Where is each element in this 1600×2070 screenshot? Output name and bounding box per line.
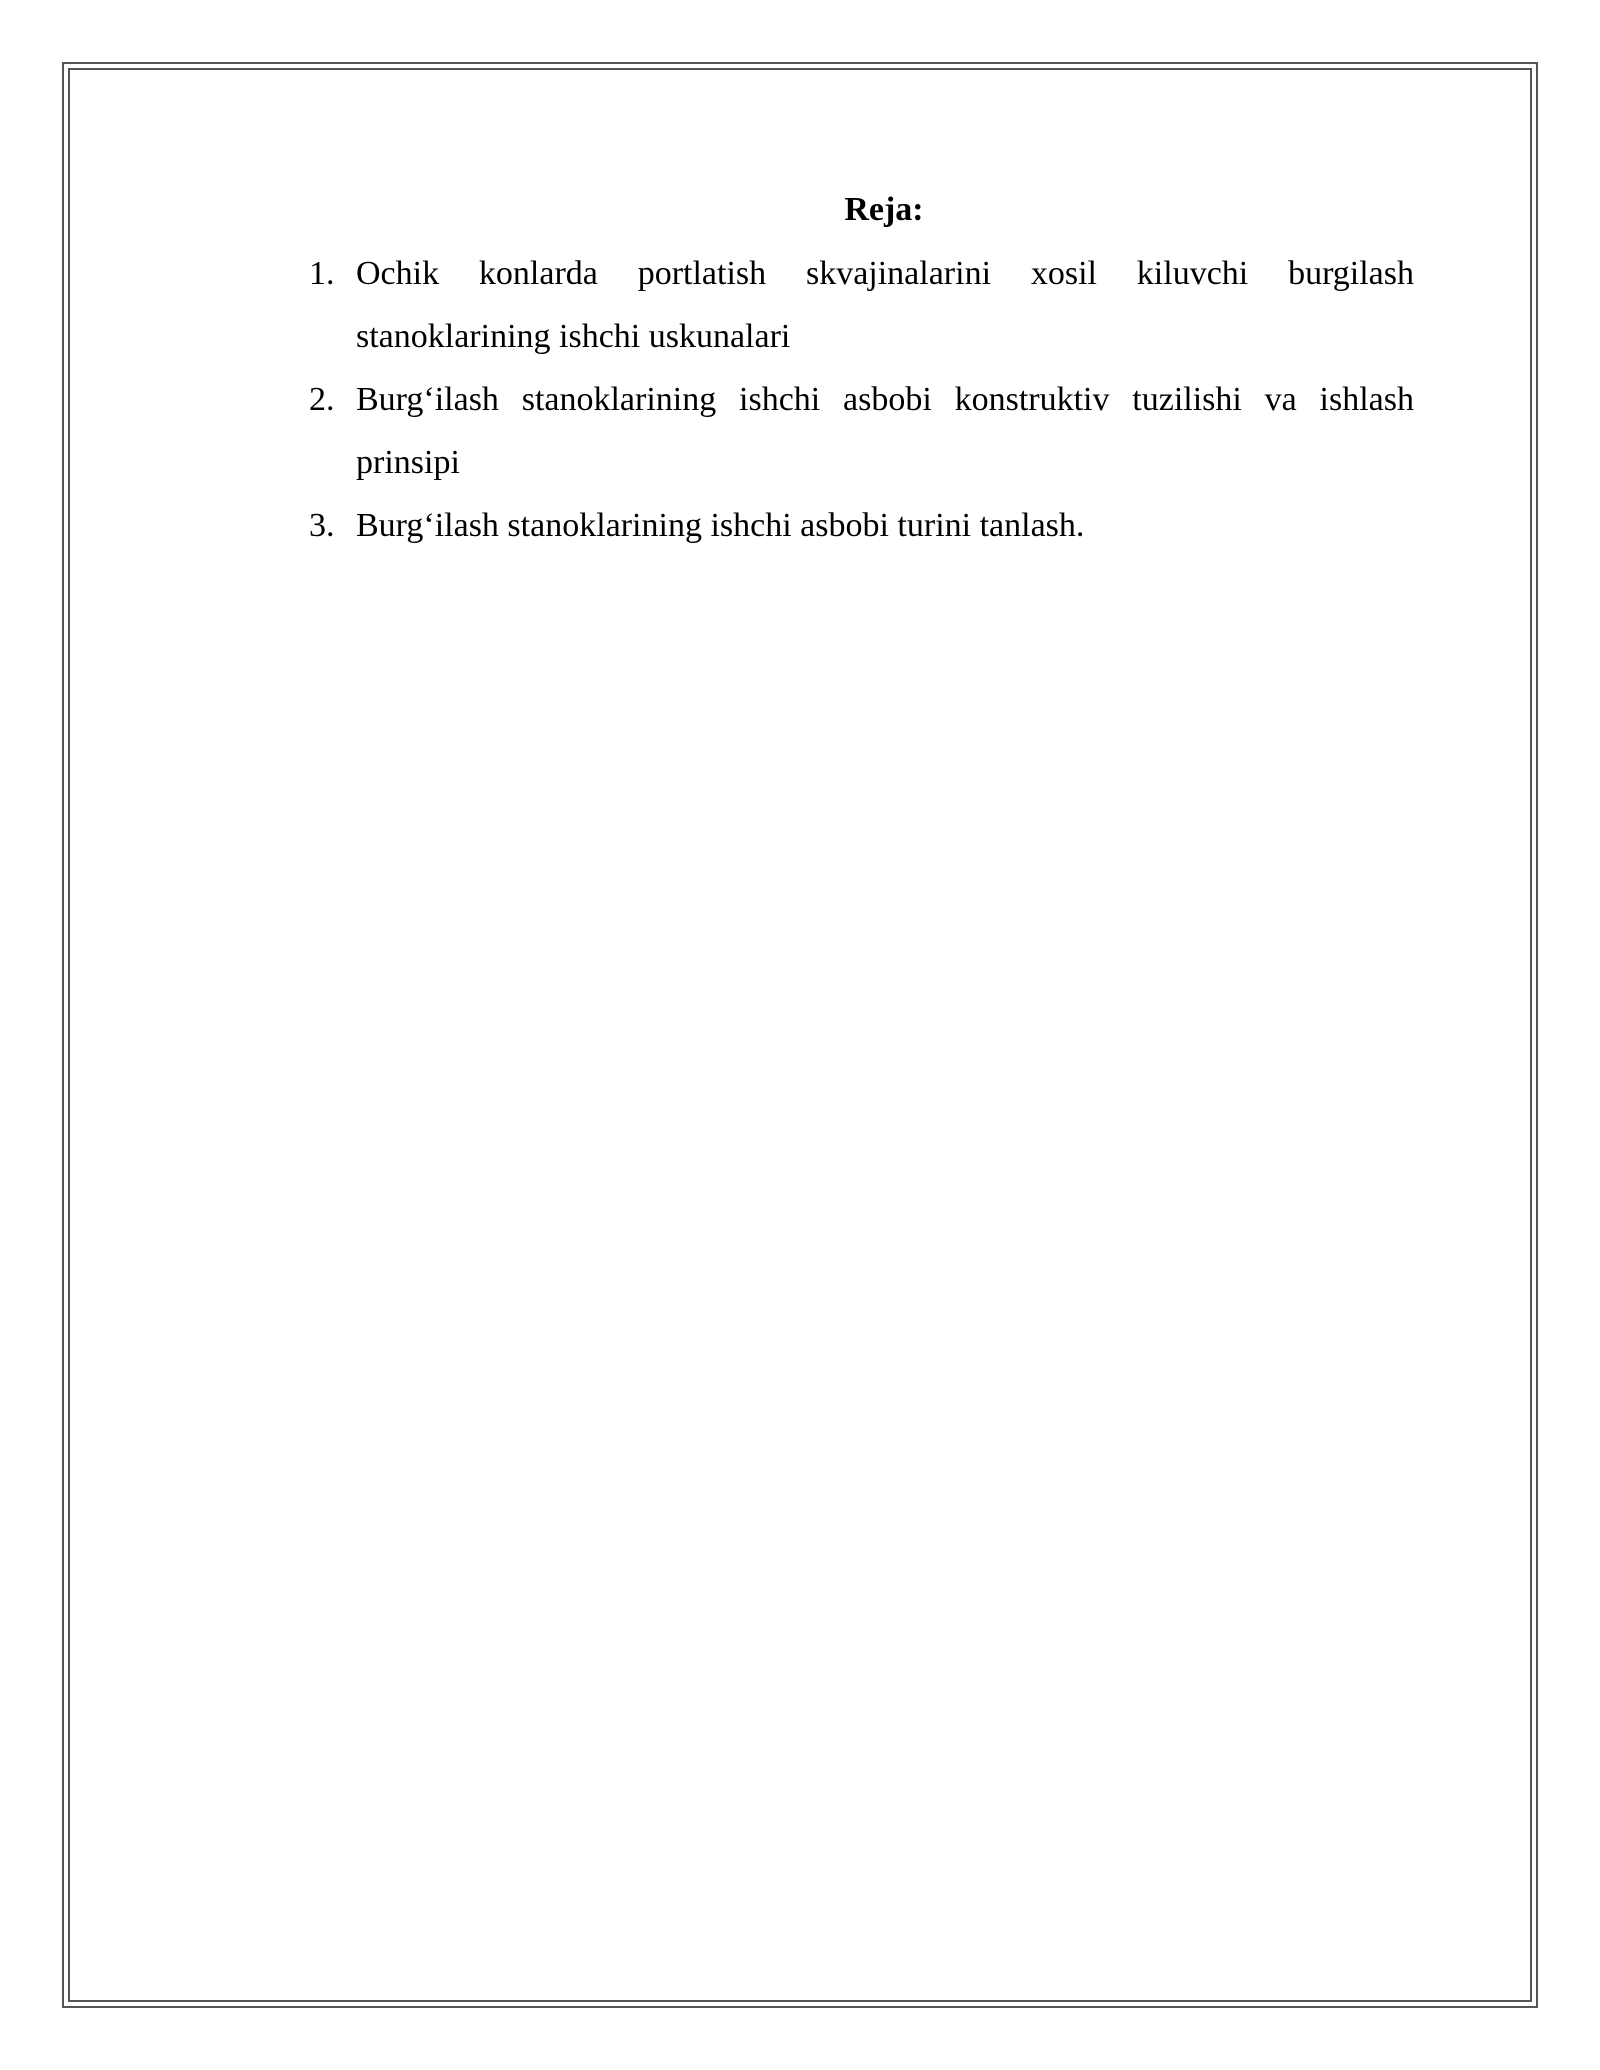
list-item-number: 1. <box>309 255 335 292</box>
list-item-text: Burg‘ilash stanoklarining ishchi asbobi turini tanlash. <box>356 507 1085 544</box>
list-item <box>302 242 1414 368</box>
list-item-text: Ochik konlarda portlatish skvajinalarini xosil kiluvchi burgilash stanoklarining ishchi uskunalari <box>356 255 1414 355</box>
list-item-text: Burg‘ilash stanoklarining ishchi asbobi konstruktiv tuzilishi va ishlash prinsipi <box>356 381 1414 481</box>
list-item-number: 3. <box>309 507 335 544</box>
page-content <box>302 180 1414 557</box>
list-item <box>302 368 1414 494</box>
list-item-number: 2. <box>309 381 335 418</box>
plan-list <box>302 242 1414 557</box>
list-item <box>302 494 1414 557</box>
page-title: Reja: <box>844 191 924 228</box>
